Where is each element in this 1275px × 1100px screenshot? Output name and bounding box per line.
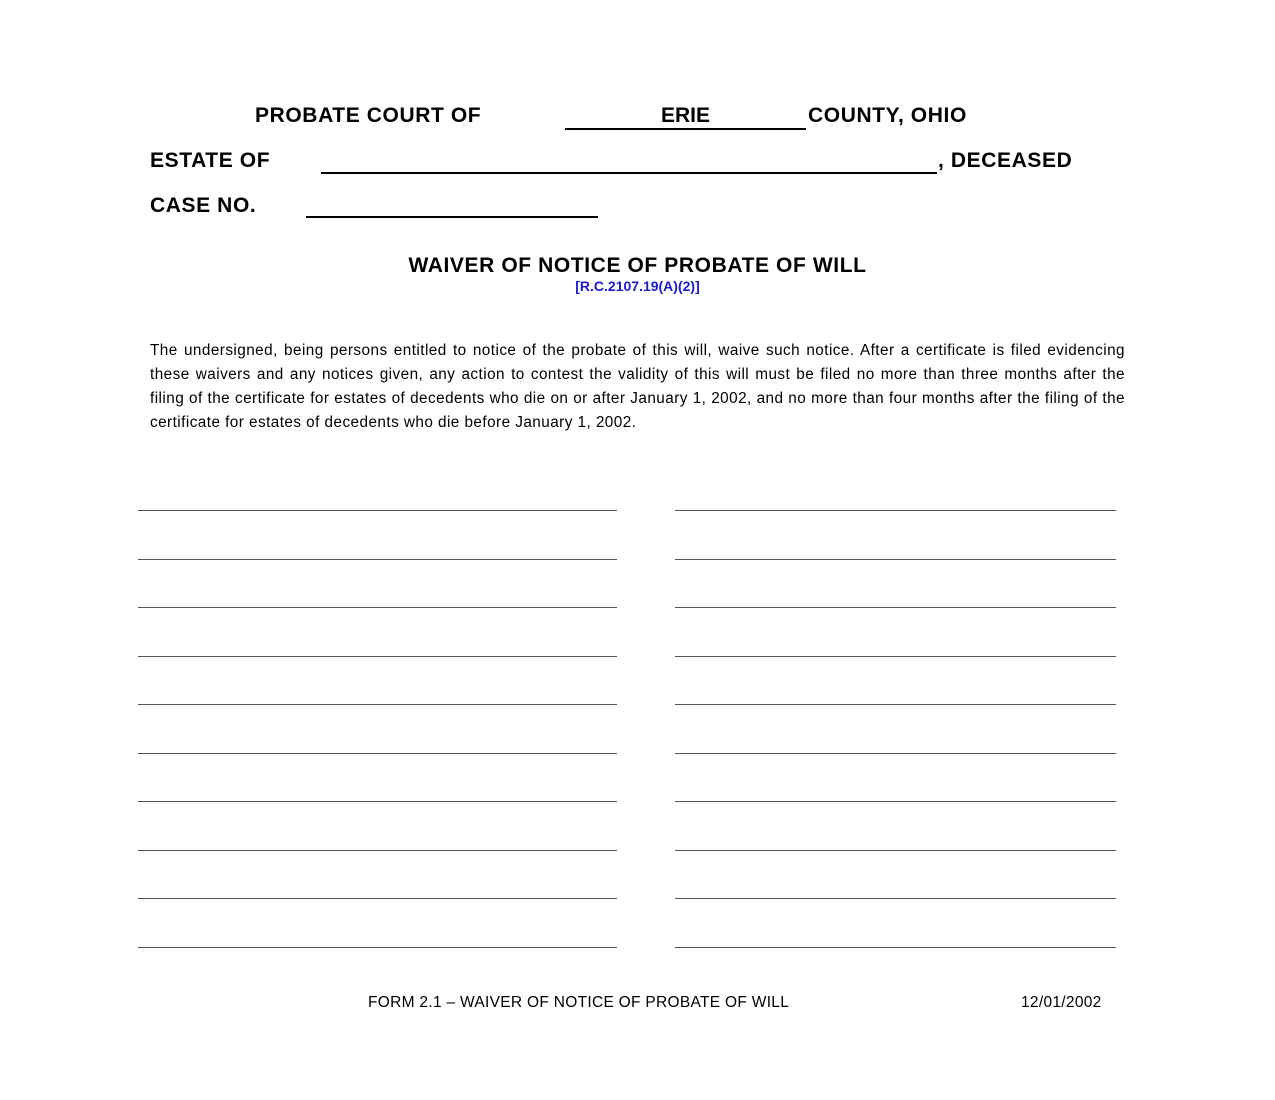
left-signature-line[interactable]	[138, 656, 617, 657]
left-signature-line[interactable]	[138, 559, 617, 560]
right-signature-line[interactable]	[675, 510, 1116, 511]
footer-form-name: FORM 2.1 – WAIVER OF NOTICE OF PROBATE OF WILL	[368, 994, 790, 1011]
left-signature-line[interactable]	[138, 704, 617, 705]
right-signature-line[interactable]	[675, 850, 1116, 851]
form-title: WAIVER OF NOTICE OF PROBATE OF WILL	[408, 254, 867, 277]
waiver-text: The undersigned, being persons entitled to notice of the probate of this will, waive such notice. After a certificate is filed evidencing these waivers and any notices given, any action to contest the validity of this will must be filed no more than three months after the filing of the certificate for estates of decedents who die on or after January 1, 2002, and no more than four months after the filing of the certificate for estates of decedents who die before January 1, 2002.	[150, 342, 1125, 431]
right-signature-line[interactable]	[675, 898, 1116, 899]
right-signature-line[interactable]	[675, 656, 1116, 657]
left-signature-line[interactable]	[138, 510, 617, 511]
court-prefix: PROBATE COURT OF	[255, 104, 482, 127]
left-signature-line[interactable]	[138, 850, 617, 851]
left-signature-line[interactable]	[138, 753, 617, 754]
right-signature-line[interactable]	[675, 801, 1116, 802]
case-label: CASE NO.	[150, 194, 257, 217]
left-signature-line[interactable]	[138, 898, 617, 899]
county-field[interactable]: ERIE	[565, 104, 806, 130]
left-signature-line[interactable]	[138, 607, 617, 608]
left-signature-line[interactable]	[138, 947, 617, 948]
court-suffix: COUNTY, OHIO	[808, 104, 967, 127]
case-number-field[interactable]	[306, 194, 598, 218]
statute-citation: [R.C.2107.19(A)(2)]	[575, 278, 700, 294]
right-signature-line[interactable]	[675, 947, 1116, 948]
right-signature-line[interactable]	[675, 753, 1116, 754]
estate-label: ESTATE OF	[150, 149, 271, 172]
footer-date: 12/01/2002	[1021, 994, 1102, 1011]
left-signature-line[interactable]	[138, 801, 617, 802]
right-signature-line[interactable]	[675, 559, 1116, 560]
estate-name-field[interactable]	[321, 149, 937, 174]
deceased-label: , DECEASED	[938, 149, 1073, 172]
right-signature-line[interactable]	[675, 607, 1116, 608]
right-signature-line[interactable]	[675, 704, 1116, 705]
